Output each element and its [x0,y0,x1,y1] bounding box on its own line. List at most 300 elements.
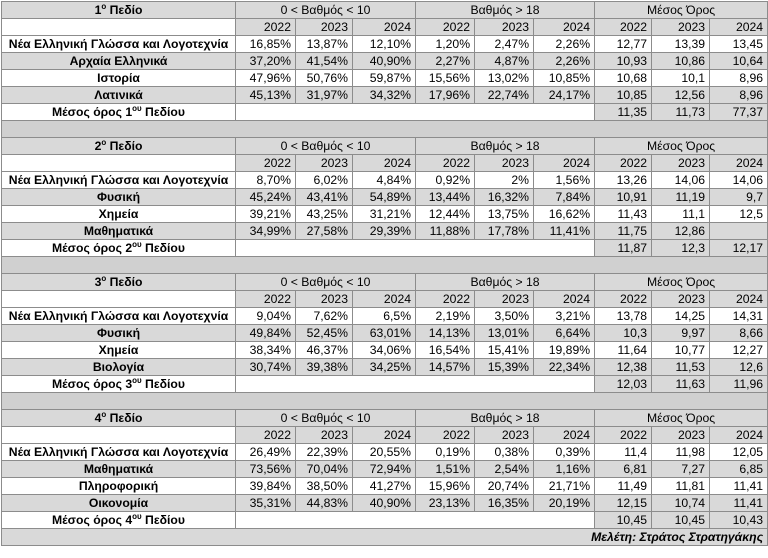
value-high: 3,50% [475,308,534,325]
subject-row [2,206,768,223]
value-mean: 10,85 [595,87,652,104]
value-high: 22,34% [534,359,595,376]
value-high: 1,56% [534,172,595,189]
year-header: 2023 [652,291,710,308]
field-average-value: 12,3 [652,240,710,257]
subject-name: Βιολογία [2,359,236,376]
value-mean: 11,75 [595,223,652,240]
subject-row [2,70,768,87]
field-label: Πεδίο [109,275,143,289]
value-low: 39,21% [236,206,296,223]
value-high: 22,74% [475,87,534,104]
years-row [2,19,768,36]
field-average-value: 12,03 [595,376,652,393]
field-header-row [2,138,768,155]
value-high: 16,32% [475,189,534,206]
year-header: 2023 [475,427,534,444]
value-mean: 12,05 [710,444,768,461]
value-low: 43,41% [296,189,353,206]
value-mean: 12,15 [595,495,652,512]
value-high: 15,56% [416,70,475,87]
field-average-row [2,240,768,257]
value-low: 41,27% [353,478,416,495]
value-low: 45,24% [236,189,296,206]
value-mean: 10,74 [652,495,710,512]
year-header: 2022 [416,19,475,36]
years-row-blank [2,155,236,172]
value-mean: 11,81 [652,478,710,495]
value-mean: 10,3 [595,325,652,342]
field-number: 4 [94,411,102,425]
field-separator-cell [2,257,768,274]
value-low: 39,38% [296,359,353,376]
value-high: 15,41% [475,342,534,359]
value-mean: 14,06 [652,172,710,189]
value-high: 11,88% [416,223,475,240]
value-mean: 8,96 [710,70,768,87]
value-mean: 11,41 [710,495,768,512]
year-header: 2024 [534,291,595,308]
year-header: 2022 [236,291,296,308]
group-header-mean: Μέσος Όρος [595,274,768,291]
subject-name: Φυσική [2,189,236,206]
years-row [2,291,768,308]
field-title [2,410,236,427]
year-header: 2023 [296,19,353,36]
field-separator [2,393,768,410]
value-low: 12,10% [353,36,416,53]
value-low: 37,20% [236,53,296,70]
value-high: 10,85% [534,70,595,87]
value-high: 14,57% [416,359,475,376]
year-header: 2024 [353,19,416,36]
value-mean: 13,78 [595,308,652,325]
value-mean: 9,7 [710,189,768,206]
value-mean: 12,5 [710,206,768,223]
value-high: 17,78% [475,223,534,240]
value-low: 38,34% [236,342,296,359]
value-high: 16,54% [416,342,475,359]
average-ordinal-suffix: ου [132,239,142,249]
group-header-high: Βαθμός > 18 [416,138,595,155]
year-header: 2023 [296,427,353,444]
value-high: 0,19% [416,444,475,461]
value-low: 34,99% [236,223,296,240]
field-average-value: 11,73 [652,104,710,121]
value-low: 47,96% [236,70,296,87]
subject-name: Μαθηματικά [2,461,236,478]
value-high: 11,41% [534,223,595,240]
average-row-empty [236,104,595,121]
value-low: 6,5% [353,308,416,325]
value-low: 4,84% [353,172,416,189]
average-prefix: Μέσος όρος [52,105,126,119]
value-high: 15,39% [475,359,534,376]
value-mean: 11,64 [595,342,652,359]
value-mean: 8,66 [710,325,768,342]
subject-row [2,53,768,70]
average-ordinal-suffix: ου [132,511,142,521]
field-separator-cell [2,393,768,410]
group-header-high: Βαθμός > 18 [416,410,595,427]
years-row [2,427,768,444]
value-high: 13,44% [416,189,475,206]
year-header: 2024 [353,155,416,172]
year-header: 2022 [416,427,475,444]
value-mean: 6,85 [710,461,768,478]
value-low: 41,54% [296,53,353,70]
field-average-value: 11,87 [595,240,652,257]
year-header: 2023 [652,155,710,172]
value-low: 72,94% [353,461,416,478]
value-low: 31,97% [296,87,353,104]
value-high: 0,92% [416,172,475,189]
field-average-value: 11,35 [595,104,652,121]
group-header-mean: Μέσος Όρος [595,410,768,427]
value-high: 4,87% [475,53,534,70]
value-low: 43,25% [296,206,353,223]
field-title [2,138,236,155]
value-mean: 6,81 [595,461,652,478]
value-low: 7,62% [296,308,353,325]
field-average-label [2,240,236,257]
year-header: 2022 [236,19,296,36]
year-header: 2023 [475,291,534,308]
value-mean: 11,4 [595,444,652,461]
year-header: 2022 [595,19,652,36]
value-low: 20,55% [353,444,416,461]
subject-name: Ιστορία [2,70,236,87]
field-average-value: 10,45 [595,512,652,529]
field-average-label [2,376,236,393]
grades-table-body [2,2,768,546]
value-low: 40,90% [353,53,416,70]
years-row-blank [2,427,236,444]
value-high: 14,13% [416,325,475,342]
field-number: 1 [94,3,102,17]
year-header: 2023 [475,19,534,36]
subject-name: Νέα Ελληνική Γλώσσα και Λογοτεχνία [2,36,236,53]
average-prefix: Μέσος όρος [52,241,126,255]
value-high: 1,20% [416,36,475,53]
group-header-mean: Μέσος Όρος [595,2,768,19]
field-average-value: 11,63 [652,376,710,393]
value-low: 34,25% [353,359,416,376]
year-header: 2024 [534,19,595,36]
group-header-high: Βαθμός > 18 [416,2,595,19]
value-high: 7,84% [534,189,595,206]
average-row-empty [236,376,595,393]
field-number: 2 [94,139,102,153]
field-ordinal-suffix: ο [101,1,107,11]
field-average-row [2,104,768,121]
field-title [2,274,236,291]
value-mean: 14,31 [710,308,768,325]
value-low: 30,74% [236,359,296,376]
value-mean: 10,91 [595,189,652,206]
field-separator-cell [2,121,768,138]
value-mean: 12,27 [710,342,768,359]
value-high: 0,38% [475,444,534,461]
field-header-row [2,2,768,19]
value-low: 52,45% [296,325,353,342]
year-header: 2022 [416,155,475,172]
subject-name: Νέα Ελληνική Γλώσσα και Λογοτεχνία [2,308,236,325]
average-row-empty [236,240,595,257]
average-ordinal-suffix: ου [132,103,142,113]
value-mean: 10,64 [710,53,768,70]
value-low: 13,87% [296,36,353,53]
group-header-low: 0 < Βαθμός < 10 [236,274,416,291]
value-low: 38,50% [296,478,353,495]
subject-name: Φυσική [2,325,236,342]
value-high: 2,19% [416,308,475,325]
year-header: 2022 [236,427,296,444]
value-mean: 13,45 [710,36,768,53]
field-title [2,2,236,19]
value-low: 46,37% [296,342,353,359]
value-low: 16,85% [236,36,296,53]
value-mean: 10,77 [652,342,710,359]
value-high: 2,54% [475,461,534,478]
value-mean: 7,27 [652,461,710,478]
value-low: 40,90% [353,495,416,512]
subject-name: Μαθηματικά [2,223,236,240]
value-mean: 11,1 [652,206,710,223]
value-mean: 13,39 [652,36,710,53]
value-low: 59,87% [353,70,416,87]
field-header-row [2,274,768,291]
year-header: 2024 [353,427,416,444]
year-header: 2024 [534,427,595,444]
value-mean: 12,56 [652,87,710,104]
average-field-number: 3 [125,377,133,391]
year-header: 2023 [475,155,534,172]
field-header-row [2,410,768,427]
value-high: 17,96% [416,87,475,104]
value-high: 20,19% [534,495,595,512]
average-field-number: 1 [125,105,133,119]
value-high: 20,74% [475,478,534,495]
value-high: 16,35% [475,495,534,512]
field-label: Πεδίο [109,3,143,17]
average-suffix: Πεδίου [141,513,185,527]
value-mean: 11,19 [652,189,710,206]
value-high: 0,39% [534,444,595,461]
value-high: 24,17% [534,87,595,104]
value-mean: 12,77 [595,36,652,53]
subject-name: Πληροφορική [2,478,236,495]
value-mean: 14,25 [652,308,710,325]
value-low: 27,58% [296,223,353,240]
group-header-mean: Μέσος Όρος [595,138,768,155]
field-ordinal-suffix: ο [101,137,107,147]
value-high: 3,21% [534,308,595,325]
value-mean: 11,98 [652,444,710,461]
year-header: 2023 [652,19,710,36]
value-high: 1,51% [416,461,475,478]
value-low: 34,32% [353,87,416,104]
field-label: Πεδίο [109,139,143,153]
value-mean: 11,49 [595,478,652,495]
value-high: 15,96% [416,478,475,495]
value-mean: 10,93 [595,53,652,70]
value-low: 35,31% [236,495,296,512]
subject-row [2,189,768,206]
value-high: 2,26% [534,36,595,53]
field-separator [2,121,768,138]
field-average-value: 77,37 [710,104,768,121]
value-high: 2% [475,172,534,189]
subject-row [2,223,768,240]
subject-name: Χημεία [2,342,236,359]
average-field-number: 2 [125,241,133,255]
value-high: 13,02% [475,70,534,87]
average-field-number: 4 [125,513,133,527]
value-low: 45,13% [236,87,296,104]
subject-row [2,87,768,104]
year-header: 2024 [353,291,416,308]
value-low: 70,04% [296,461,353,478]
value-high: 2,47% [475,36,534,53]
year-header: 2024 [534,155,595,172]
value-low: 8,70% [236,172,296,189]
value-mean: 10,1 [652,70,710,87]
group-header-low: 0 < Βαθμός < 10 [236,138,416,155]
value-mean: 12,86 [652,223,710,240]
years-row [2,155,768,172]
year-header: 2022 [595,291,652,308]
average-suffix: Πεδίου [141,377,185,391]
value-low: 39,84% [236,478,296,495]
subject-name: Οικονομία [2,495,236,512]
value-mean: 14,06 [710,172,768,189]
value-low: 6,02% [296,172,353,189]
subject-row [2,325,768,342]
group-header-high: Βαθμός > 18 [416,274,595,291]
subject-row [2,461,768,478]
subject-row [2,36,768,53]
year-header: 2024 [710,19,768,36]
subject-row [2,495,768,512]
field-average-value: 10,45 [652,512,710,529]
average-suffix: Πεδίου [141,105,185,119]
average-prefix: Μέσος όρος [52,513,126,527]
value-low: 73,56% [236,461,296,478]
value-low: 49,84% [236,325,296,342]
field-average-value: 11,96 [710,376,768,393]
field-average-value: 10,43 [710,512,768,529]
field-average-value: 12,17 [710,240,768,257]
value-low: 31,21% [353,206,416,223]
value-mean: 12,38 [595,359,652,376]
subject-name: Αρχαία Ελληνικά [2,53,236,70]
year-header: 2024 [710,427,768,444]
value-low: 26,49% [236,444,296,461]
value-low: 29,39% [353,223,416,240]
value-low: 50,76% [296,70,353,87]
value-high: 12,44% [416,206,475,223]
value-high: 13,01% [475,325,534,342]
subject-row [2,478,768,495]
value-mean: 11,41 [710,478,768,495]
subject-row [2,308,768,325]
value-high: 16,62% [534,206,595,223]
field-average-row [2,512,768,529]
value-mean: 12,6 [710,359,768,376]
subject-row [2,444,768,461]
year-header: 2022 [595,427,652,444]
value-low: 63,01% [353,325,416,342]
value-high: 19,89% [534,342,595,359]
value-mean: 10,86 [652,53,710,70]
subject-row [2,342,768,359]
value-mean: 11,43 [595,206,652,223]
value-low: 44,83% [296,495,353,512]
value-low: 54,89% [353,189,416,206]
footer-row [2,529,768,546]
field-label: Πεδίο [109,411,143,425]
value-low: 9,04% [236,308,296,325]
subject-name: Χημεία [2,206,236,223]
group-header-low: 0 < Βαθμός < 10 [236,2,416,19]
subject-row [2,359,768,376]
subject-name: Νέα Ελληνική Γλώσσα και Λογοτεχνία [2,172,236,189]
year-header: 2023 [652,427,710,444]
value-mean: 11,53 [652,359,710,376]
field-separator [2,257,768,274]
years-row-blank [2,19,236,36]
average-suffix: Πεδίου [141,241,185,255]
average-row-empty [236,512,595,529]
field-average-row [2,376,768,393]
year-header: 2023 [296,291,353,308]
value-high: 23,13% [416,495,475,512]
value-mean: 13,26 [595,172,652,189]
value-high: 6,64% [534,325,595,342]
year-header: 2022 [236,155,296,172]
average-prefix: Μέσος όρος [52,377,126,391]
field-number: 3 [94,275,102,289]
years-row-blank [2,291,236,308]
value-low: 34,06% [353,342,416,359]
subject-name: Λατινικά [2,87,236,104]
average-ordinal-suffix: ου [132,375,142,385]
field-ordinal-suffix: ο [101,273,107,283]
value-mean: 8,96 [710,87,768,104]
value-mean [710,223,768,240]
year-header: 2024 [710,155,768,172]
subject-row [2,172,768,189]
value-high: 21,71% [534,478,595,495]
year-header: 2022 [416,291,475,308]
field-average-label [2,104,236,121]
value-low: 22,39% [296,444,353,461]
author-credit: Μελέτη: Στράτος Στρατηγάκης [2,529,768,546]
field-average-label [2,512,236,529]
year-header: 2022 [595,155,652,172]
grades-table [1,1,768,546]
year-header: 2024 [710,291,768,308]
value-high: 2,26% [534,53,595,70]
value-high: 2,27% [416,53,475,70]
value-mean: 9,97 [652,325,710,342]
group-header-low: 0 < Βαθμός < 10 [236,410,416,427]
field-ordinal-suffix: ο [101,409,107,419]
value-high: 1,16% [534,461,595,478]
subject-name: Νέα Ελληνική Γλώσσα και Λογοτεχνία [2,444,236,461]
value-mean: 10,68 [595,70,652,87]
